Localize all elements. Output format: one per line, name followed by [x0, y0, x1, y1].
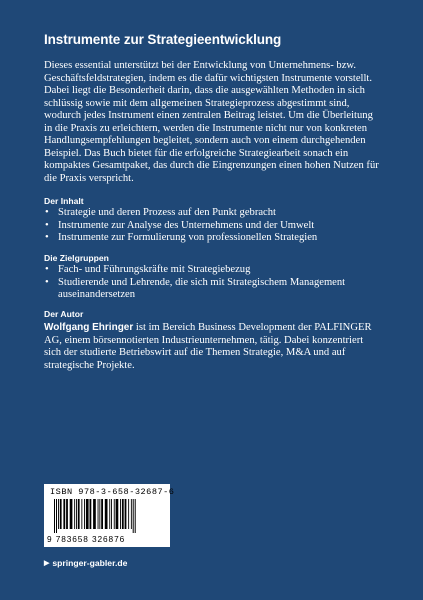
list-item: • Instrumente zur Analyse des Unternehmens und der Umwelt	[45, 219, 315, 231]
contents-list	[44, 207, 379, 245]
author-heading: Der Autor	[44, 309, 84, 319]
author-bio: ist im Bereich Business Development der PALFINGER AG, einem börsennotierten Industrieunternehmen, tätig. Dabei konzentriert sich der studierte Betriebswirt auf die Themen Strategie, M&A und auf strategische Projekte.	[44, 322, 372, 371]
list-item: • Instrumente zur Formulierung von professionellen Strategien	[45, 232, 318, 244]
list-item: • Studierende und Lehrende, die sich mit Strategischem Management auseinandersetzen	[45, 276, 346, 301]
audience-heading: Die Zielgruppen	[44, 253, 109, 263]
author-name: Wolfgang Ehringer	[44, 322, 134, 333]
list-item: • Strategie und deren Prozess auf den Punkt gebracht	[45, 207, 276, 218]
barcode-digits: 9 783658 326876	[47, 534, 126, 544]
barcode-icon	[54, 499, 160, 533]
contents-heading: Der Inhalt	[44, 196, 84, 206]
isbn-label: ISBN 978-3-658-32687-6	[50, 487, 175, 497]
bullet-icon: •	[45, 276, 49, 288]
audience-list	[44, 264, 379, 302]
bullet-icon: •	[45, 232, 49, 244]
author-paragraph	[44, 322, 379, 372]
list-item: • Fach- und Führungskräfte mit Strategiebezug	[45, 264, 251, 275]
description-paragraph: Dieses essential unterstützt bei der Entwicklung von Unternehmens- bzw. Geschäftsfeldstrategien, indem es die dafür wichtigsten Instrumente vorstellt. Dabei liegt die Besonderheit darin, dass die ausgewählten Methoden in sich schlüssig sowie mit dem allgemeinen Strategieprozess abgestimmt sind, wodurch jedes Instrument einen zentralen Beitrag leistet. Um die Überleitung in die Praxis zu erleichtern, werden die Instrumente nicht nur von konkreten Handlungsempfehlungen begleitet, sondern auch von einem durchgehenden Beispiel. Das Buch bietet für die erfolgreiche Strategiearbeit sonach ein kompaktes Gesamtpaket, das durch die Eingrenzungen einen hohen Nutzen für die Praxis verspricht.	[44, 60, 379, 184]
arrow-right-icon: ▶	[44, 560, 50, 567]
publisher-link[interactable]: ▶ springer-gabler.de	[44, 558, 128, 568]
bullet-icon: •	[45, 264, 49, 275]
book-title: Instrumente zur Strategieentwicklung	[44, 32, 282, 47]
bullet-icon: •	[45, 219, 49, 231]
barcode-box	[44, 484, 175, 547]
bullet-icon: •	[45, 207, 49, 218]
